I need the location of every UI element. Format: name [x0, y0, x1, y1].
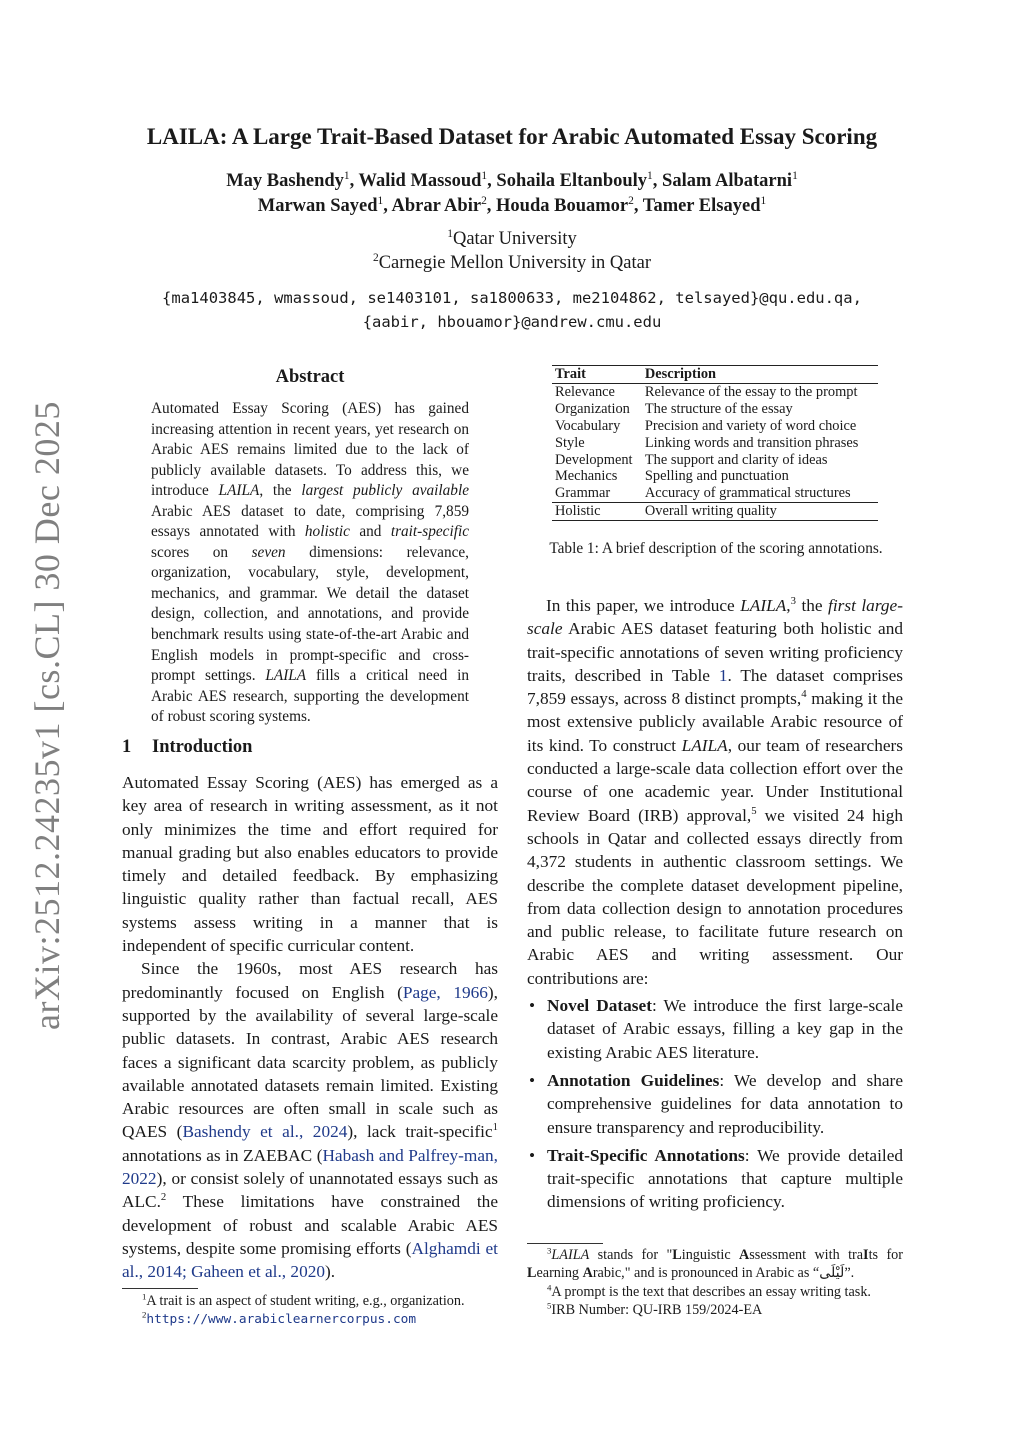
author-affiliation-mark: 1 — [481, 169, 488, 182]
affiliation-2: $^2$Carnegie Mellon University in Qatar — [372, 251, 652, 273]
author-name: Walid Massoud — [358, 171, 482, 191]
text-run: earning — [536, 1265, 583, 1282]
text-run: the — [795, 596, 829, 615]
intro-paragraph-2 — [122, 957, 498, 1283]
scoring-traits-table — [552, 365, 878, 521]
table-row — [552, 485, 878, 502]
text-run: Automated Essay Scoring (AES) has gained increasing attention in recent years, yet research on Arabic AES remains limited due to the lack of publicly available datasets. To address this, we introduce — [151, 400, 469, 500]
contribution-text: : We provide detailed trait-specific annotations that capture multiple dimensions of writing proficiency. — [547, 1145, 903, 1212]
text-run: ), or consist solely of unannotated essays such as ALC. — [122, 1169, 498, 1212]
trait-description-cell: Spelling and punctuation — [644, 468, 789, 485]
footnote-marker[interactable]: 4 — [801, 688, 807, 701]
trait-description-cell: Relevance of the essay to the prompt — [644, 383, 858, 400]
contribution-label: Novel Dataset — [547, 996, 652, 1016]
text-run: These limitations have constrained the development of robust and scalable Arabic AES systems, despite some promising efforts ( — [122, 1192, 498, 1258]
contribution-label: Annotation Guidelines — [547, 1070, 720, 1090]
right-column-body — [527, 594, 903, 1219]
footnote-4: $^4$A prompt is the text that describes an essay writing task. — [547, 1282, 871, 1300]
trait-description-cell: Precision and variety of word choice — [644, 417, 857, 434]
citation-link[interactable]: Alghamdi et al., 2014; Gaheen et al., 2020 — [122, 1238, 498, 1282]
author-list-line-1: May Bashendy$^1$, Walid Massoud$^1$, Sohaila Eltanbouly$^1$, Salam Albatarni$^1$ — [226, 169, 798, 191]
table-row-holistic — [552, 503, 878, 521]
introduction-body — [122, 771, 498, 1284]
text-run: annotations as in ZAEBAC ( — [122, 1145, 323, 1165]
trait-description-cell: Accuracy of grammatical structures — [644, 485, 851, 502]
trait-name-cell: Grammar — [555, 485, 611, 502]
footnotes-left — [122, 1292, 498, 1330]
contribution-item — [527, 1069, 903, 1139]
text-run: making it the most extensive publicly available Arabic resource of its kind. To construct — [527, 689, 904, 755]
text-run: dimensions: relevance, organization, vocabulary, style, development, mechanics, and grammar. We detail the dataset design, collection, and annotations, and provide benchmark results using state-of-the-art Arabic and English models in prompt-specific and cross-prompt settings. — [151, 543, 469, 685]
text-run: ts for — [868, 1247, 903, 1263]
emphasis-text: largest publicly available — [301, 482, 469, 500]
bold-text: A — [582, 1265, 593, 1282]
author-affiliation-mark: 1 — [760, 194, 767, 207]
table-header-trait: Trait — [552, 366, 642, 384]
text-run: , — [786, 596, 791, 615]
author-name: Houda Bouamor — [496, 196, 629, 216]
text-run: ”. — [844, 1265, 855, 1282]
table-caption: Table 1: A brief description of the scoring annotations. — [549, 540, 883, 557]
text-run: In this paper, we introduce — [546, 596, 741, 615]
footnote-rule-left — [122, 1288, 198, 1289]
author-list-line-2: Marwan Sayed$^1$, Abrar Abir$^2$, Houda Bouamor$^2$, Tamer Elsayed$^1$ — [257, 194, 767, 216]
text-run: . The dataset comprises 7,859 essays, across 8 distinct prompts, — [527, 665, 903, 709]
trait-name-cell: Relevance — [555, 383, 615, 400]
table-header-description: Description — [642, 366, 878, 384]
emphasis-text: LAILA — [218, 482, 260, 500]
text-run: Arabic AES dataset featuring both holistic and trait-specific annotations of seven writing proficiency traits, described in Table — [527, 619, 903, 685]
author-affiliation-mark: 2 — [481, 194, 487, 207]
contribution-item — [527, 994, 903, 1064]
author-affiliation-mark: 2 — [628, 194, 634, 207]
emphasis-text: first large-scale — [527, 596, 903, 639]
table-row — [552, 401, 878, 418]
text-run: Since the 1960s, most AES research has predominantly focused on English ( — [122, 959, 498, 1002]
text-run: ), lack trait-specific — [347, 1122, 493, 1142]
trait-name-cell: Organization — [555, 400, 630, 417]
text-run: scores on — [151, 543, 252, 561]
intro-paragraph-1 — [122, 771, 498, 957]
citation-link[interactable]: Habash and Palfrey-man, 2022 — [122, 1145, 498, 1189]
text-run: , the — [259, 482, 302, 500]
footnote-1: $^1$A trait is an aspect of student writing, e.g., organization. — [142, 1291, 465, 1309]
text-run: , our team of researchers conducted a large-scale data collection effort over the course of one academic year. Under Institutional Review Board (IRB) approval, — [527, 735, 903, 825]
bold-text: I — [863, 1247, 869, 1263]
text-run: Arabic AES dataset to date, comprising 7,859 essays annotated with — [151, 502, 469, 541]
section-number: 1 — [122, 737, 132, 757]
author-name: Salam Albatarni — [662, 171, 793, 191]
section-heading-introduction — [122, 737, 252, 758]
emphasis-text: seven — [251, 543, 286, 561]
arxiv-identifier: arXiv:2512.24235v1 [cs.CL] 30 Dec 2025 — [27, 401, 67, 1030]
author-name: Abrar Abir — [391, 196, 482, 216]
footnote-marker[interactable]: 5 — [751, 804, 757, 817]
contribution-text: : We introduce the first large-scale dataset of Arabic essays, filling a key gap in the existing Arabic AES literature. — [547, 996, 903, 1062]
text-run: ). — [325, 1262, 336, 1282]
table-row — [552, 383, 878, 400]
text-run: and — [349, 523, 391, 541]
author-emails-line-1: {ma1403845, wmassoud, se1403101, sa1800633, me2104862, telsayed}@qu.edu.qa, — [162, 289, 862, 307]
bold-text: A — [739, 1247, 750, 1263]
emphasis-text: LAILA — [265, 667, 307, 685]
paper-title: LAILA: A Large Trait-Based Dataset for Arabic Automated Essay Scoring — [146, 124, 878, 149]
text-run: Automated Essay Scoring (AES) has emerged as a key area of research in writing assessment, as it not only minimizes the time and effort required for manual grading but also enables educators to provide timely and detailed feedback. By emphasizing linguistic quality rather than factual recall, AES systems assess writing in a manner that is independent of specific curricular content. — [122, 773, 498, 956]
trait-name-cell: Holistic — [552, 503, 642, 521]
corpus-link[interactable]: https://www.arabiclearnercorpus.com — [146, 1312, 417, 1328]
table-row — [552, 435, 878, 452]
footnote-marker[interactable]: 3 — [790, 595, 796, 608]
footnote-rule-right — [527, 1243, 603, 1244]
footnote-number: 3 — [547, 1245, 552, 1256]
contribution-intro-paragraph — [527, 594, 903, 990]
citation-link[interactable]: 1 — [718, 665, 728, 685]
emphasis-text: LAILA — [740, 596, 787, 615]
bold-text: L — [672, 1247, 682, 1263]
arabic-pronunciation: لَيْلَى — [819, 1265, 845, 1282]
trait-description-cell: The structure of the essay — [644, 400, 793, 417]
author-affiliation-mark: 1 — [343, 169, 350, 182]
contribution-item — [527, 1144, 903, 1214]
author-emails-line-2: {aabir, hbouamor}@andrew.cmu.edu — [362, 313, 662, 331]
trait-name-cell: Vocabulary — [555, 417, 621, 434]
affiliation-1: $^1$Qatar University — [447, 227, 577, 249]
abstract-heading: Abstract — [275, 367, 345, 387]
trait-name-cell: Development — [555, 451, 633, 468]
author-affiliation-mark: 1 — [647, 169, 653, 182]
author-affiliation-mark: 1 — [792, 169, 798, 182]
footnote-2: $^2$https://www.arabiclearnercorpus.com — [142, 1309, 417, 1328]
contribution-label: Trait-Specific Annotations — [547, 1145, 745, 1165]
text-run: stands for " — [589, 1247, 673, 1263]
table-row — [552, 418, 878, 435]
text-run: rabic," and is pronounced in Arabic as “ — [592, 1265, 820, 1282]
trait-description-cell: The support and clarity of ideas — [644, 451, 828, 468]
emphasis-text: LAILA — [681, 735, 728, 755]
section-title: Introduction — [152, 737, 253, 757]
footnote-marker[interactable]: 2 — [160, 1191, 167, 1204]
footnotes-right — [527, 1246, 903, 1320]
contributions-list — [527, 994, 903, 1214]
author-affiliation-mark: 1 — [377, 194, 384, 207]
text-run: ), supported by the availability of several large-scale public datasets. In contrast, Arabic AES research faces a significant data scarcity problem, as publicly available annotated datasets remain limited. Existing Arabic resources are often small in scale such as QAES ( — [122, 982, 498, 1142]
bold-text: L — [527, 1265, 537, 1282]
emphasis-text: holistic — [304, 523, 350, 541]
author-name: Tamer Elsayed — [642, 196, 761, 216]
footnote-5: $^5$IRB Number: QU-IRB 159/2024-EA — [547, 1300, 763, 1319]
citation-link[interactable]: Bashendy et al., 2024 — [182, 1122, 348, 1142]
author-name: Marwan Sayed — [257, 196, 378, 216]
author-name: Sohaila Eltanbouly — [496, 171, 648, 191]
footnote-3 — [527, 1246, 903, 1283]
dataset-name: LAILA — [551, 1247, 590, 1263]
text-run: fills a critical need in Arabic AES research, supporting the development of robust scoring systems. — [151, 667, 469, 726]
text-run: ssessment with tra — [749, 1247, 864, 1263]
abstract-text — [151, 399, 469, 728]
contribution-text: : We develop and share comprehensive guidelines for data annotation to ensure transparency and reproducibility. — [547, 1070, 903, 1137]
table-row — [552, 452, 878, 469]
author-name: May Bashendy — [226, 171, 344, 191]
text-run: inguistic — [681, 1247, 740, 1263]
emphasis-text: trait-specific — [390, 523, 469, 541]
trait-description-cell: Overall writing quality — [642, 503, 878, 521]
table-row — [552, 468, 878, 485]
trait-name-cell: Mechanics — [555, 468, 618, 485]
text-run: we visited 24 high schools in Qatar and collected essays directly from 4,372 students in authentic classroom settings. We describe the complete dataset development pipeline, from data collection design to annotation procedures and public release, to facilitate future research on Arabic AES and writing assessment. Our contributions are: — [527, 805, 903, 988]
footnote-marker[interactable]: 1 — [492, 1121, 498, 1134]
trait-name-cell: Style — [555, 434, 585, 451]
citation-link[interactable]: Page, 1966 — [402, 982, 488, 1002]
trait-description-cell: Linking words and transition phrases — [644, 434, 859, 451]
